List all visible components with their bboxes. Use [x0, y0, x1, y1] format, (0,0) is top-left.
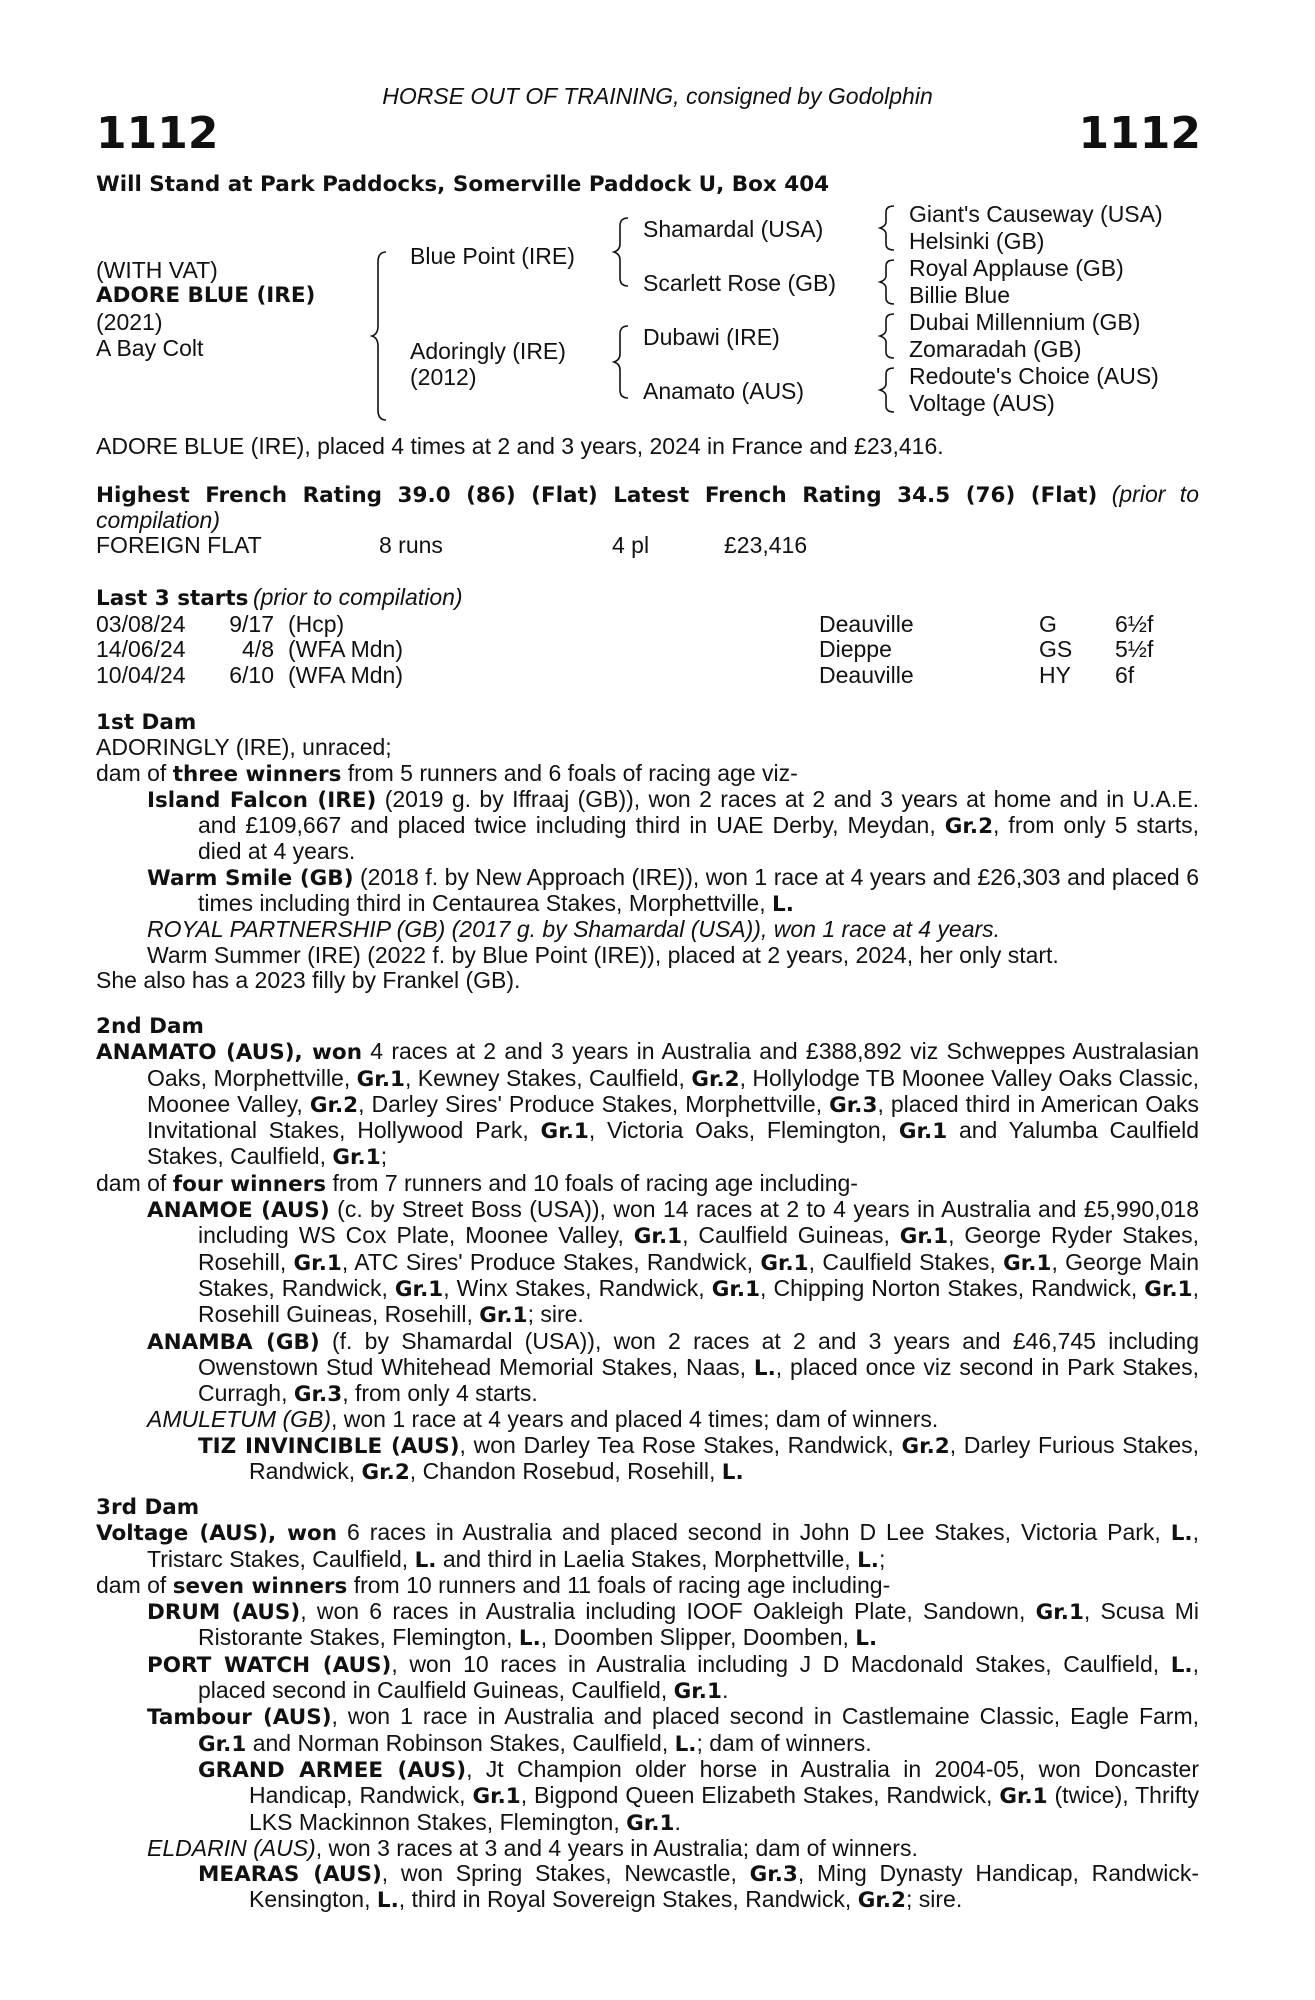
- start-date: 14/06/24: [96, 636, 186, 663]
- emphasis-text: TIZ INVINCIBLE (AUS): [198, 1433, 460, 1459]
- produce-note: She also has a 2023 filly by Frankel (GB).: [96, 966, 521, 993]
- emphasis-text: Gr.3: [749, 1862, 798, 1888]
- produce-entry: Island Falcon (IRE) (2019 g. by Iffraaj (GB)), won 2 races at 2 and 3 years at home and in U.A.E. and £109,667 and placed twice including third in UAE Derby, Meydan, Gr.2, from only 5 starts, died at 4 years.: [147, 785, 1200, 865]
- start-date: 03/08/24: [96, 611, 186, 637]
- horse-name: ADORE BLUE (IRE): [96, 283, 316, 308]
- text-run: , placed third in American Oaks Invitational Stakes, Hollywood Park,: [147, 1090, 1199, 1144]
- text-run: , Ming Dynasty Handicap, Randwick-Kensington,: [249, 1860, 1199, 1913]
- emphasis-text: Gr.1: [472, 1784, 521, 1810]
- foreign-flat-row: [96, 532, 1199, 558]
- text-run: , Caulfield Guineas,: [682, 1222, 900, 1249]
- text-run: , Jt Champion older horse in Australia in 2004-05, won Doncaster Handicap, Randwick,: [249, 1755, 1199, 1809]
- start-pos: 4/8: [242, 636, 274, 663]
- text-run: , Rosehill Guineas, Rosehill,: [198, 1274, 1199, 1328]
- emphasis-text: Gr.2: [309, 1092, 359, 1118]
- sire-dam-sire: Royal Applause (GB): [909, 255, 1124, 281]
- emphasis-text: Gr.1: [898, 1119, 948, 1145]
- text-run: , won Spring Stakes, Newcastle,: [381, 1860, 750, 1887]
- start-dist: 6½f: [1115, 611, 1154, 637]
- text-run: , Darley Sires' Produce Stakes, Morphettville,: [358, 1090, 830, 1117]
- start-course: Deauville: [819, 661, 914, 688]
- emphasis-text: L.: [518, 1626, 541, 1652]
- italic-text: ELDARIN (AUS): [147, 1834, 316, 1861]
- last-starts-note: (prior to compilation): [252, 584, 463, 610]
- dam-year: (2012): [410, 364, 477, 390]
- emphasis-text: Gr.1: [1035, 1600, 1084, 1626]
- lot-number-left: 1112: [96, 108, 219, 159]
- emphasis-text: L.: [753, 1355, 776, 1381]
- text-run: from 7 runners and 10 foals of racing age including-: [326, 1169, 858, 1196]
- emphasis-text: Gr.3: [293, 1382, 343, 1408]
- ratings: [96, 482, 1199, 534]
- text-run: , won 1 race in Australia and placed second in Castlemaine Classic, Eagle Farm,: [331, 1703, 1199, 1730]
- text-run: .: [674, 1808, 681, 1835]
- emphasis-text: four winners: [172, 1171, 327, 1197]
- emphasis-text: Gr.1: [332, 1145, 381, 1171]
- emphasis-text: L.: [857, 1547, 879, 1573]
- text-run: , George Main Stakes, Randwick,: [198, 1248, 1199, 1301]
- start-going: HY: [1039, 661, 1071, 688]
- emphasis-text: ANAMOE (AUS): [147, 1198, 330, 1224]
- foreign-earnings: £23,416: [724, 532, 808, 558]
- foreign-placed: 4 pl: [612, 532, 650, 558]
- emphasis-text: Gr.1: [673, 1679, 722, 1705]
- text-run: ; sire.: [527, 1301, 584, 1328]
- text-run: , won 1 race at 4 years and placed 4 times; dam of winners.: [331, 1406, 939, 1433]
- start-going: GS: [1039, 636, 1073, 663]
- emphasis-text: Gr.1: [633, 1224, 683, 1250]
- sire: Blue Point (IRE): [410, 243, 575, 269]
- dam-produce-line: [96, 1171, 1199, 1197]
- third-dam-section: [96, 1495, 1199, 1914]
- produce-entry: [96, 1329, 1199, 1408]
- ratings-text: Highest French Rating 39.0 (86) (Flat) Latest French Rating 34.5 (76) (Flat): [96, 483, 1098, 508]
- produce-entry: Warm Smile (GB) (2018 f. by New Approach (IRE)), won 1 race at 4 years and £26,303 and placed 6 times including third in Centaurea Stakes, Morphettville, L.: [147, 863, 1199, 918]
- text-run: , Caulfield Stakes,: [808, 1248, 1004, 1275]
- location-line: Will Stand at Park Paddocks, Somerville Paddock U, Box 404: [96, 172, 830, 197]
- emphasis-text: Gr.1: [293, 1250, 342, 1276]
- emphasis-text: Gr.1: [1003, 1250, 1052, 1276]
- produce-entry: [96, 1704, 1199, 1757]
- text-run: , ATC Sires' Produce Stakes, Randwick,: [341, 1248, 761, 1275]
- emphasis-text: Gr.1: [999, 1784, 1048, 1810]
- produce-entry: [96, 1407, 1199, 1432]
- emphasis-text: L.: [414, 1547, 437, 1573]
- text-run: , won 6 races in Australia including IOOF Oakleigh Plate, Sandown,: [300, 1598, 1036, 1625]
- horse-year: (2021): [96, 309, 163, 335]
- text-run: from 10 runners and 11 foals of racing age including-: [347, 1571, 891, 1598]
- horse-description: A Bay Colt: [96, 335, 204, 361]
- text-run: , won Darley Tea Rose Stakes, Randwick,: [459, 1431, 902, 1458]
- dam-sire: Dubawi (IRE): [643, 324, 780, 350]
- foreign-runs: 8 runs: [379, 532, 443, 558]
- produce-entry: [96, 1599, 1199, 1652]
- sire-dam: Scarlett Rose (GB): [643, 270, 836, 296]
- emphasis-text: Gr.3: [829, 1092, 878, 1118]
- sire-sire: Shamardal (USA): [643, 216, 824, 242]
- start-dist: 5½f: [1115, 636, 1154, 663]
- emphasis-text: L.: [1170, 1652, 1193, 1678]
- emphasis-text: Gr.1: [711, 1276, 761, 1302]
- dam: Adoringly (IRE): [410, 338, 566, 364]
- emphasis-text: L.: [855, 1626, 878, 1652]
- text-run: , Victoria Oaks, Flemington,: [588, 1117, 899, 1144]
- vat-note: (WITH VAT): [96, 257, 218, 283]
- text-run: , Chipping Norton Stakes, Randwick,: [760, 1274, 1145, 1301]
- text-run: ; sire.: [906, 1886, 963, 1913]
- start-course: Dieppe: [819, 636, 892, 663]
- text-run: , Darley Furious Stakes, Randwick,: [249, 1431, 1200, 1485]
- sire-dam-dam: Billie Blue: [909, 282, 1010, 308]
- produce-entry: [96, 1652, 1199, 1705]
- emphasis-text: PORT WATCH (AUS): [147, 1652, 392, 1678]
- last-start-row: [96, 611, 1199, 636]
- grand-produce-entry: [96, 1757, 1199, 1836]
- produce-entry: ROYAL PARTNERSHIP (GB) (2017 g. by Shamardal (USA)), won 1 race at 4 years.: [147, 916, 1001, 943]
- start-race: (Hcp): [288, 611, 345, 637]
- third-dam-heading: 3rd Dam: [96, 1495, 200, 1520]
- text-run: (f. by Shamardal (USA)), won 2 races at 2 and 3 years and £46,745 including Owenstown Stud Whitehead Memorial Stakes, Naas,: [198, 1327, 1199, 1380]
- text-run: and Norman Robinson Stakes, Caulfield,: [246, 1729, 675, 1756]
- emphasis-text: Gr.1: [479, 1303, 528, 1329]
- last-start-row: [96, 636, 1199, 661]
- dam-sire-dam: Zomaradah (GB): [909, 336, 1082, 362]
- text-run: , Chandon Rosebud, Rosehill,: [409, 1458, 722, 1485]
- text-run: dam of: [96, 1169, 173, 1196]
- produce-entry: [96, 1197, 1199, 1328]
- emphasis-text: DRUM (AUS): [147, 1600, 301, 1626]
- last-starts-title: Last 3 starts: [96, 586, 249, 611]
- emphasis-text: L.: [674, 1731, 697, 1757]
- last-start-row: [96, 662, 1199, 687]
- emphasis-text: Gr.1: [356, 1066, 405, 1092]
- emphasis-text: ANAMBA (GB): [147, 1329, 320, 1355]
- emphasis-text: Gr.1: [626, 1810, 675, 1836]
- first-dam-produce: dam of three winners from 5 runners and 6 foals of racing age viz-: [96, 759, 798, 787]
- second-dam-section: [96, 1014, 1199, 1485]
- emphasis-text: MEARAS (AUS): [198, 1862, 382, 1888]
- text-run: and third in Laelia Stakes, Morphettville,: [436, 1545, 858, 1572]
- text-run: , Tristarc Stakes, Caulfield,: [147, 1519, 1199, 1572]
- start-going: G: [1039, 611, 1057, 637]
- emphasis-text: Gr.1: [760, 1250, 809, 1276]
- dam-sire-sire: Dubai Millennium (GB): [909, 309, 1141, 335]
- start-dist: 6f: [1115, 661, 1135, 688]
- start-race: (WFA Mdn): [288, 661, 404, 688]
- start-pos: 9/17: [229, 611, 274, 637]
- text-run: ; dam of winners.: [696, 1729, 872, 1756]
- dam-dam: Anamato (AUS): [643, 378, 805, 404]
- text-run: , Doomben Slipper, Doomben,: [540, 1624, 856, 1651]
- text-run: , third in Royal Sovereign Stakes, Randwick,: [398, 1886, 858, 1913]
- emphasis-text: seven winners: [172, 1573, 348, 1599]
- text-run: , Kewney Stakes, Caulfield,: [404, 1064, 692, 1091]
- text-run: , Hollylodge TB Moonee Valley Oaks Classic, Moonee Valley,: [147, 1064, 1199, 1117]
- text-run: ;: [878, 1545, 886, 1572]
- emphasis-text: L.: [1170, 1521, 1193, 1547]
- emphasis-text: Gr.1: [394, 1276, 444, 1302]
- sire-sire-sire: Giant's Causeway (USA): [909, 201, 1163, 227]
- emphasis-text: Gr.1: [540, 1119, 589, 1145]
- grand-produce-entry: [96, 1861, 1199, 1914]
- race-summary: ADORE BLUE (IRE), placed 4 times at 2 and 3 years, 2024 in France and £23,416.: [96, 433, 944, 459]
- ratings-note: (prior to compilation): [96, 481, 1199, 534]
- lot-number-right: 1112: [1078, 108, 1201, 159]
- dam-dam-dam: Voltage (AUS): [909, 390, 1055, 416]
- text-run: dam of: [96, 1571, 173, 1598]
- text-run: , from only 4 starts.: [342, 1380, 538, 1407]
- produce-entry: [96, 1836, 1199, 1861]
- text-run: , won 10 races in Australia including J D Macdonald Stakes, Caulfield,: [391, 1650, 1171, 1677]
- emphasis-text: Gr.2: [691, 1066, 740, 1092]
- grand-produce-entry: [96, 1433, 1199, 1486]
- foreign-label: FOREIGN FLAT: [96, 532, 262, 558]
- text-run: , Scusa Mi Ristorante Stakes, Flemington,: [198, 1598, 1199, 1651]
- text-run: , Bigpond Queen Elizabeth Stakes, Randwick,: [520, 1782, 1000, 1809]
- start-pos: 6/10: [229, 661, 274, 688]
- emphasis-text: Gr.1: [1144, 1276, 1193, 1302]
- emphasis-text: Gr.1: [899, 1224, 949, 1250]
- text-run: , Winx Stakes, Randwick,: [443, 1274, 712, 1301]
- first-dam-heading: 1st Dam: [96, 710, 197, 735]
- emphasis-text: Gr.1: [198, 1731, 247, 1757]
- sire-sire-dam: Helsinki (GB): [909, 228, 1045, 254]
- text-run: , placed once viz second in Park Stakes, Curragh,: [198, 1353, 1199, 1407]
- dam-produce-line: [96, 1573, 1199, 1599]
- text-run: (twice), Thrifty LKS Mackinnon Stakes, Flemington,: [249, 1782, 1199, 1835]
- first-dam-section: [96, 710, 1199, 993]
- second-dam-heading: 2nd Dam: [96, 1014, 204, 1039]
- emphasis-text: Gr.2: [901, 1433, 950, 1459]
- produce-entry: Warm Summer (IRE) (2022 f. by Blue Point (IRE)), placed at 2 years, 2024, her only start.: [147, 941, 1059, 968]
- start-course: Deauville: [819, 611, 914, 637]
- emphasis-text: Voltage (AUS), won: [96, 1521, 338, 1547]
- text-run: ;: [380, 1143, 388, 1170]
- text-run: .: [721, 1677, 729, 1704]
- emphasis-text: ANAMATO (AUS), won: [96, 1040, 362, 1066]
- emphasis-text: L.: [721, 1460, 744, 1486]
- text-run: , George Ryder Stakes, Rosehill,: [198, 1222, 1199, 1275]
- emphasis-text: L.: [376, 1888, 399, 1914]
- text-run: 4 races at 2 and 3 years in Australia and £388,892 viz Schweppes Australasian Oaks, Morphettville,: [147, 1038, 1199, 1091]
- dam-record: [96, 1520, 1199, 1573]
- text-run: 6 races in Australia and placed second in John D Lee Stakes, Victoria Park,: [337, 1519, 1171, 1546]
- start-race: (WFA Mdn): [288, 636, 404, 663]
- dam-record: [96, 1039, 1199, 1170]
- text-run: , placed second in Caulfield Guineas, Caulfield,: [198, 1650, 1199, 1704]
- text-run: (c. by Street Boss (USA)), won 14 races at 2 to 4 years in Australia and £5,990,018 including WS Cox Plate, Moonee Valley,: [198, 1196, 1199, 1249]
- emphasis-text: Gr.2: [361, 1460, 410, 1486]
- first-dam-line: ADORINGLY (IRE), unraced;: [96, 734, 392, 761]
- text-run: , won 3 races at 3 and 4 years in Australia; dam of winners.: [315, 1834, 918, 1861]
- emphasis-text: Gr.2: [857, 1888, 906, 1914]
- text-run: and Yalumba Caulfield Stakes, Caulfield,: [147, 1117, 1200, 1170]
- italic-text: AMULETUM (GB): [147, 1406, 331, 1433]
- last-starts-heading: [96, 585, 463, 611]
- page-subtitle: HORSE OUT OF TRAINING, consigned by Godolphin: [382, 83, 933, 109]
- emphasis-text: Tambour (AUS): [147, 1705, 332, 1731]
- emphasis-text: GRAND ARMEE (AUS): [198, 1757, 467, 1783]
- start-date: 10/04/24: [96, 661, 186, 688]
- dam-dam-sire: Redoute's Choice (AUS): [909, 363, 1159, 389]
